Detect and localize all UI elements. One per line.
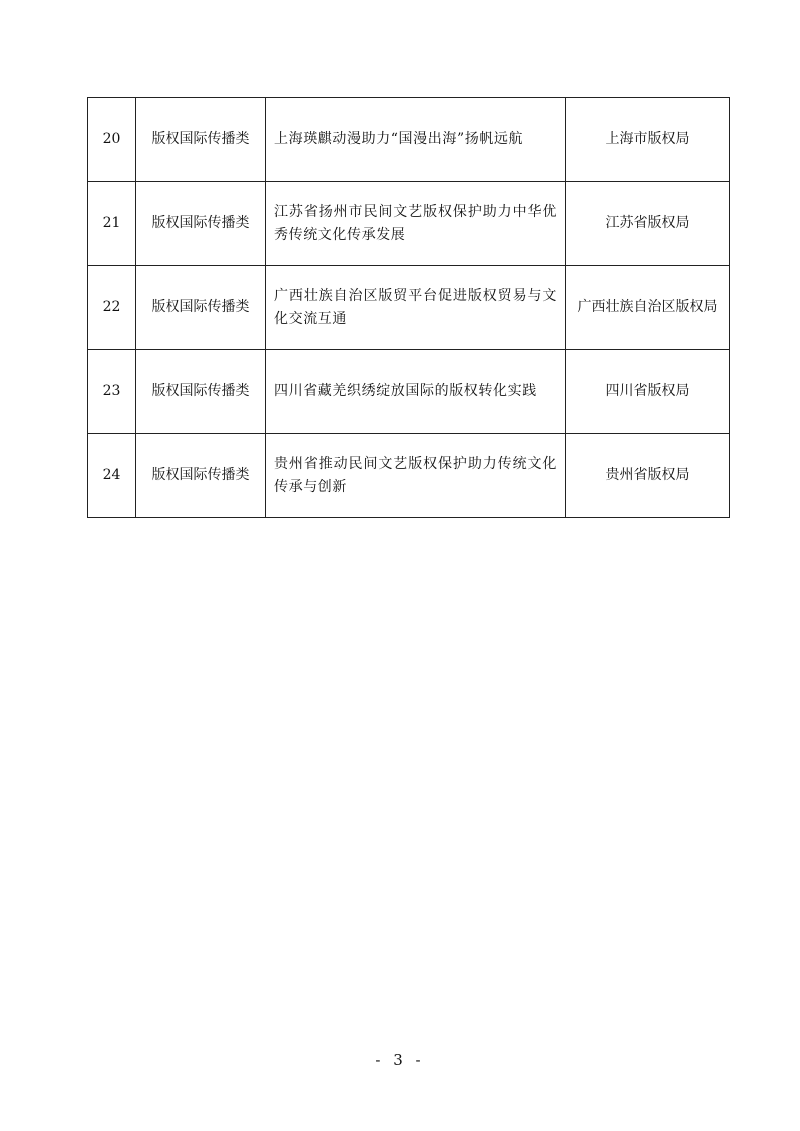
row-number: 24 bbox=[88, 434, 136, 518]
cases-table bbox=[87, 97, 730, 518]
row-title: 上海瑛麒动漫助力“国漫出海”扬帆远航 bbox=[266, 98, 566, 182]
row-category: 版权国际传播类 bbox=[136, 98, 266, 182]
row-category: 版权国际传播类 bbox=[136, 434, 266, 518]
row-title: 四川省藏羌织绣绽放国际的版权转化实践 bbox=[266, 350, 566, 434]
row-title: 广西壮族自治区版贸平台促进版权贸易与文化交流互通 bbox=[266, 266, 566, 350]
row-number: 22 bbox=[88, 266, 136, 350]
row-organization: 上海市版权局 bbox=[566, 98, 730, 182]
table-row bbox=[88, 434, 730, 518]
row-title: 贵州省推动民间文艺版权保护助力传统文化传承与创新 bbox=[266, 434, 566, 518]
table-row bbox=[88, 350, 730, 434]
row-category: 版权国际传播类 bbox=[136, 182, 266, 266]
row-title: 江苏省扬州市民间文艺版权保护助力中华优秀传统文化传承发展 bbox=[266, 182, 566, 266]
table-row bbox=[88, 266, 730, 350]
table-row bbox=[88, 182, 730, 266]
row-organization: 贵州省版权局 bbox=[566, 434, 730, 518]
page-number: - 3 - bbox=[375, 1051, 425, 1069]
row-number: 23 bbox=[88, 350, 136, 434]
table-row bbox=[88, 98, 730, 182]
row-organization: 广西壮族自治区版权局 bbox=[566, 266, 730, 350]
row-organization: 江苏省版权局 bbox=[566, 182, 730, 266]
row-category: 版权国际传播类 bbox=[136, 350, 266, 434]
row-organization: 四川省版权局 bbox=[566, 350, 730, 434]
row-category: 版权国际传播类 bbox=[136, 266, 266, 350]
row-number: 21 bbox=[88, 182, 136, 266]
row-number: 20 bbox=[88, 98, 136, 182]
